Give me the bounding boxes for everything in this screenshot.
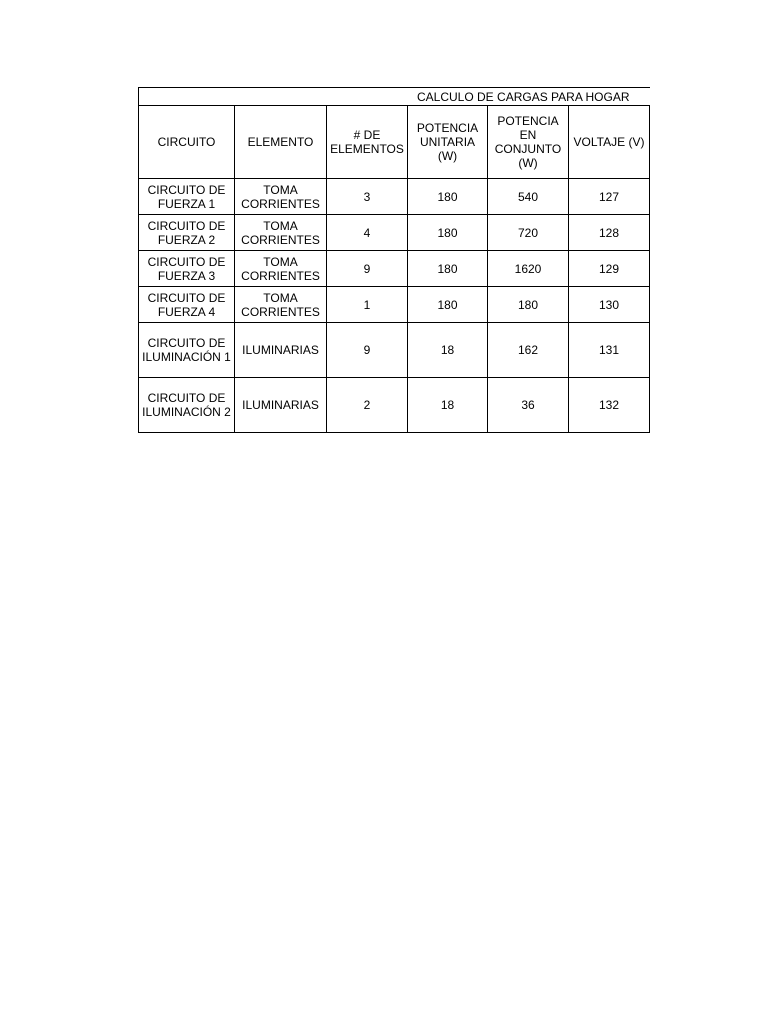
cell-potencia-unitaria: 180	[408, 251, 488, 287]
cell-num-elementos: 2	[327, 378, 408, 433]
cell-voltaje: 129	[569, 251, 650, 287]
load-calculation-sheet	[138, 87, 649, 433]
table-row	[139, 251, 650, 287]
cell-voltaje: 132	[569, 378, 650, 433]
cell-potencia-unitaria: 18	[408, 323, 488, 378]
cell-elemento: TOMA CORRIENTES	[235, 251, 327, 287]
cell-potencia-unitaria: 18	[408, 378, 488, 433]
cell-circuito: CIRCUITO DE ILUMINACIÓN 2	[139, 378, 235, 433]
cell-voltaje: 131	[569, 323, 650, 378]
cell-elemento: ILUMINARIAS	[235, 323, 327, 378]
cell-num-elementos: 9	[327, 323, 408, 378]
cell-circuito: CIRCUITO DE FUERZA 3	[139, 251, 235, 287]
load-calculation-table	[138, 87, 650, 433]
cell-voltaje: 130	[569, 287, 650, 323]
table-title-row	[139, 88, 650, 106]
cell-potencia-unitaria: 180	[408, 215, 488, 251]
table-row	[139, 378, 650, 433]
header-voltaje: VOLTAJE (V)	[569, 106, 650, 179]
cell-potencia-conjunto: 540	[488, 179, 569, 215]
cell-voltaje: 128	[569, 215, 650, 251]
cell-potencia-conjunto: 36	[488, 378, 569, 433]
cell-potencia-conjunto: 180	[488, 287, 569, 323]
cell-potencia-conjunto: 720	[488, 215, 569, 251]
table-title: CALCULO DE CARGAS PARA HOGAR	[139, 88, 650, 106]
header-circuito: CIRCUITO	[139, 106, 235, 179]
cell-num-elementos: 3	[327, 179, 408, 215]
cell-elemento: ILUMINARIAS	[235, 378, 327, 433]
table-row	[139, 323, 650, 378]
table-row	[139, 179, 650, 215]
cell-potencia-conjunto: 162	[488, 323, 569, 378]
table-row	[139, 287, 650, 323]
cell-potencia-conjunto: 1620	[488, 251, 569, 287]
cell-num-elementos: 4	[327, 215, 408, 251]
cell-circuito: CIRCUITO DE FUERZA 2	[139, 215, 235, 251]
cell-potencia-unitaria: 180	[408, 179, 488, 215]
cell-voltaje: 127	[569, 179, 650, 215]
table-header-row	[139, 106, 650, 179]
cell-potencia-unitaria: 180	[408, 287, 488, 323]
header-elemento: ELEMENTO	[235, 106, 327, 179]
cell-elemento: TOMA CORRIENTES	[235, 287, 327, 323]
header-potencia-conjunto: POTENCIA EN CONJUNTO (W)	[488, 106, 569, 179]
cell-num-elementos: 9	[327, 251, 408, 287]
cell-circuito: CIRCUITO DE FUERZA 1	[139, 179, 235, 215]
table-row	[139, 215, 650, 251]
cell-elemento: TOMA CORRIENTES	[235, 179, 327, 215]
cell-circuito: CIRCUITO DE ILUMINACIÓN 1	[139, 323, 235, 378]
cell-num-elementos: 1	[327, 287, 408, 323]
header-potencia-unitaria: POTENCIA UNITARIA (W)	[408, 106, 488, 179]
header-num-elementos: # DE ELEMENTOS	[327, 106, 408, 179]
cell-elemento: TOMA CORRIENTES	[235, 215, 327, 251]
cell-circuito: CIRCUITO DE FUERZA 4	[139, 287, 235, 323]
